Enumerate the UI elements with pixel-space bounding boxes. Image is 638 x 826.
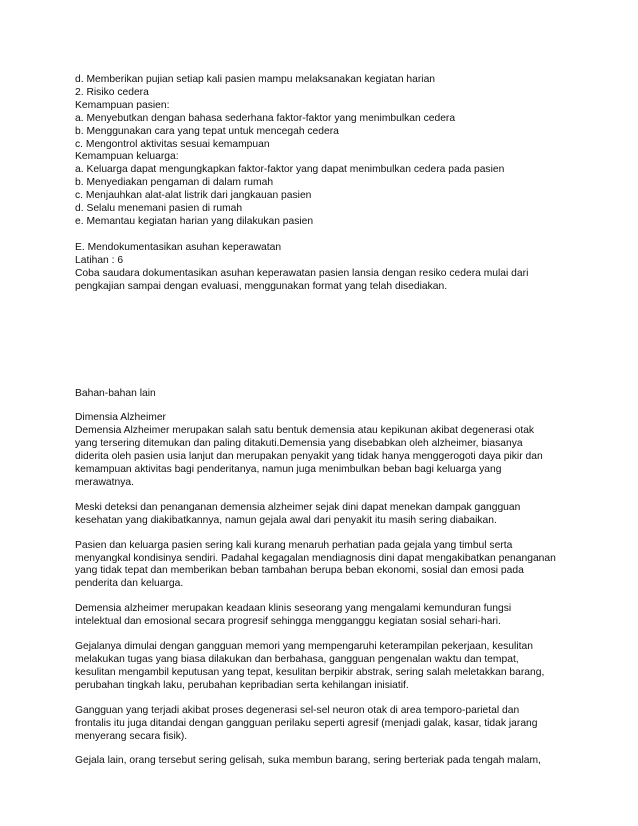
text-line: kesehatan yang diakibatkannya, namun gejala awal dari penyakit itu masih sering diabaikan. <box>75 514 497 526</box>
paragraph <box>75 412 570 489</box>
text-line: frontalis itu juga ditandai dengan gangguan perilaku seperti agresif (menjadi galak, kasar, tidak jarang <box>75 717 538 729</box>
text-line: merawatnya. <box>75 476 134 488</box>
text-line: perubahan tingkah laku, perubahan kepribadian serta kehilangan inisiatif. <box>75 679 409 691</box>
text-line: menyangkal kondisinya sendiri. Padahal kegagalan mendiagnosis dini dapat mengakibatkan penanganan <box>75 552 556 564</box>
text-line: d. Memberikan pujian setiap kali pasien mampu melaksanakan kegiatan harian <box>75 74 436 85</box>
text-line: Demensia alzheimer merupakan keadaan klinis seseorang yang mengalami kemunduran fungsi <box>75 603 512 615</box>
spacer <box>75 229 570 242</box>
blank-space <box>75 294 570 388</box>
text-line: Pasien dan keluarga pasien sering kali kurang menaruh perhatian pada gejala yang timbul serta <box>75 539 513 551</box>
list-item: b. Menyediakan pengaman di dalam rumah <box>75 177 274 189</box>
document-body <box>75 74 570 768</box>
spacer <box>75 400 570 412</box>
section-heading: 2. Risiko cedera <box>75 86 149 98</box>
text-line: Gejalanya dimulai dengan gangguan memori yang mempengaruhi keterampilan pekerjaan, kesulitan <box>75 641 533 653</box>
text-line: yang tidak tepat dan memberikan beban tambahan berupa beban ekonomi, sosial dan emosi pada <box>75 565 524 577</box>
list-item: c. Menjauhkan alat-alat listrik dari jangkauan pasien <box>75 190 312 202</box>
text-line: Meski deteksi dan penanganan demensia alzheimer sejak dini dapat menekan dampak gangguan <box>75 501 521 513</box>
text-line: pengkajian sampai dengan evaluasi, menggunakan format yang telah disediakan. <box>75 280 448 292</box>
text-line: melakukan tugas yang biasa dilakukan dan berbahasa, gangguan pengenalan waktu dan tempat, <box>75 654 519 665</box>
text-line: intelektual dan emosional secara progresif sehingga mengganggu kegiatan sosial sehari-hari. <box>75 616 501 628</box>
text-line: Kemampuan pasien: <box>75 99 170 111</box>
list-item: e. Memantau kegiatan harian yang dilakukan pasien <box>75 215 314 227</box>
alzheimer-article <box>75 412 570 768</box>
paragraph <box>75 502 570 528</box>
text-line: Gejala lain, orang tersebut sering gelisah, suka membun barang, sering berteriak pada tengah malam, <box>75 755 541 767</box>
list-item: d. Selalu menemani pasien di rumah <box>75 203 243 215</box>
paragraph <box>75 705 570 744</box>
list-item: a. Menyebutkan dengan bahasa sederhana faktor-faktor yang menimbulkan cedera <box>75 112 456 124</box>
text-line: Coba saudara dokumentasikan asuhan keperawatan pasien lansia dengan resiko cedera mulai dari <box>75 267 529 279</box>
paragraph <box>75 540 570 592</box>
text-line: Demensia Alzheimer merupakan salah satu bentuk demensia atau kepikunan akibat degenerasi otak <box>75 425 535 437</box>
text-line: diderita oleh pasien usia lanjut dan merupakan penyakit yang tidak hanya menggerogoti daya pikir dan <box>75 451 543 463</box>
paragraph <box>75 755 570 768</box>
list-item: b. Menggunakan cara yang tepat untuk mencegah cedera <box>75 125 339 137</box>
text-line: menyerang secara fisik). <box>75 730 188 742</box>
section-heading: E. Mendokumentasikan asuhan keperawatan <box>75 241 282 253</box>
paragraph <box>75 641 570 693</box>
risk-injury-section <box>75 74 570 229</box>
text-line: Kemampuan keluarga: <box>75 151 179 163</box>
text-line: penderita dan keluarga. <box>75 578 184 590</box>
documentation-section <box>75 242 570 294</box>
article-title: Dimensia Alzheimer <box>75 412 166 424</box>
exercise-label: Latihan : 6 <box>75 254 124 266</box>
paragraph <box>75 603 570 629</box>
text-line: Gangguan yang terjadi akibat proses degenerasi sel-sel neuron otak di area temporo-parietal dan <box>75 704 520 716</box>
list-item: a. Keluarga dapat mengungkapkan faktor-faktor yang dapat menimbulkan cedera pada pasien <box>75 164 505 176</box>
text-line: yang tersering ditemukan dan paling ditakuti.Demensia yang disebabkan oleh alzheimer, biasanya <box>75 438 523 450</box>
list-item: c. Mengontrol aktivitas sesuai kemampuan <box>75 138 270 150</box>
text-line: kesulitan mengambil keputusan yang tepat, kesulitan berpikir abstrak, sering salah meletakkan barang, <box>75 666 545 678</box>
section-heading: Bahan-bahan lain <box>75 387 156 399</box>
text-line: kemampuan aktivitas bagi penderitanya, namun juga menimbulkan beban bagi keluarga yang <box>75 464 502 476</box>
